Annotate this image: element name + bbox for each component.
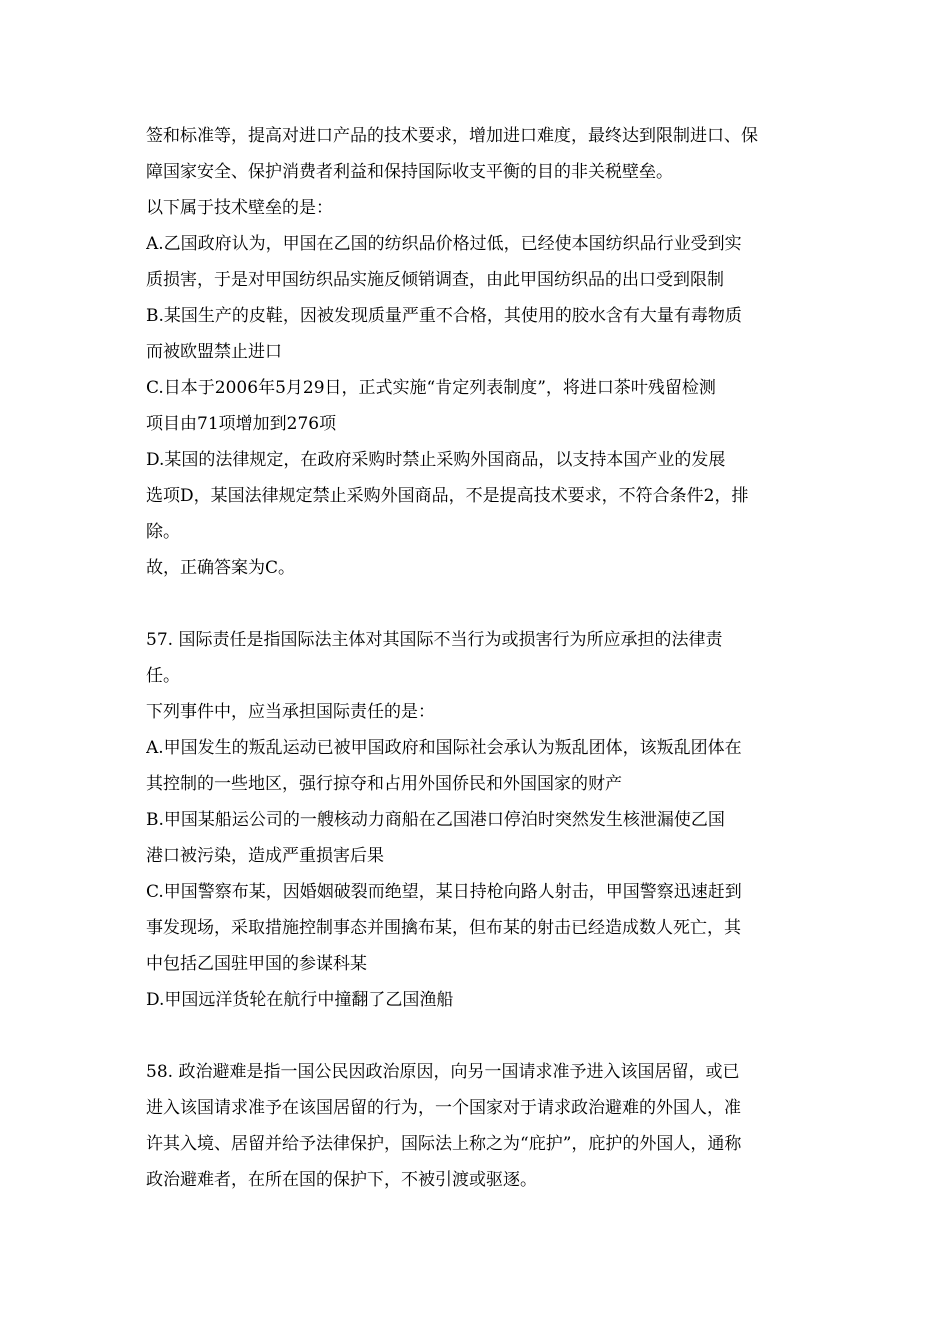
option-c: C.日本于2006年5月29日，正式实施“肯定列表制度”，将进口茶叶残留检测 [146, 378, 716, 398]
option-b-continued: 而被欧盟禁止进口 [146, 342, 282, 362]
option-b: B.某国生产的皮鞋，因被发现质量严重不合格，其使用的胶水含有大量有毒物质 [146, 306, 742, 326]
document-page [146, 118, 810, 1198]
option-c-continued: 中包括乙国驻甲国的参谋科某 [146, 954, 367, 974]
question-prompt: 下列事件中，应当承担国际责任的是： [146, 702, 435, 722]
option-a-continued: 质损害，于是对甲国纺织品实施反倾销调查，由此甲国纺织品的出口受到限制 [146, 270, 724, 290]
option-b: B.甲国某船运公司的一艘核动力商船在乙国港口停泊时突然发生核泄漏使乙国 [146, 810, 725, 830]
explanation-line: 选项D，某国法律规定禁止采购外国商品，不是提高技术要求，不符合条件2，排 [146, 486, 749, 506]
text-line: 障国家安全、保护消费者利益和保持国际收支平衡的目的非关税壁垒。 [146, 162, 673, 182]
paragraph-gap [146, 1018, 810, 1054]
question-definition: 57. 国际责任是指国际法主体对其国际不当行为或损害行为所应承担的法律责 [146, 630, 723, 650]
question-58 [146, 1054, 810, 1198]
question-definition-continued: 进入该国请求准予在该国居留的行为，一个国家对于请求政治避难的外国人，准 [146, 1098, 741, 1118]
question-57 [146, 622, 810, 1018]
question-prompt: 以下属于技术壁垒的是： [146, 198, 333, 218]
option-d: D.甲国远洋货轮在航行中撞翻了乙国渔船 [146, 990, 454, 1010]
question-definition-continued: 任。 [146, 666, 180, 686]
option-d: D.某国的法律规定，在政府采购时禁止采购外国商品，以支持本国产业的发展 [146, 450, 726, 470]
option-c-continued: 事发现场，采取措施控制事态并围擒布某，但布某的射击已经造成数人死亡，其 [146, 918, 741, 938]
option-a-continued: 其控制的一些地区，强行掠夺和占用外国侨民和外国国家的财产 [146, 774, 622, 794]
option-a: A.乙国政府认为，甲国在乙国的纺织品价格过低，已经使本国纺织品行业受到实 [146, 234, 742, 254]
option-c-continued: 项目由71项增加到276项 [146, 414, 337, 434]
option-b-continued: 港口被污染，造成严重损害后果 [146, 846, 384, 866]
option-c: C.甲国警察布某，因婚姻破裂而绝望，某日持枪向路人射击，甲国警察迅速赶到 [146, 882, 742, 902]
question-definition-continued: 许其入境、居留并给予法律保护，国际法上称之为“庇护”，庇护的外国人，通称 [146, 1134, 742, 1154]
question-definition-continued: 政治避难者，在所在国的保护下，不被引渡或驱逐。 [146, 1170, 537, 1190]
paragraph-gap [146, 586, 810, 622]
answer-line: 故，正确答案为C。 [146, 558, 296, 578]
explanation-line: 除。 [146, 522, 180, 542]
question-definition: 58. 政治避难是指一国公民因政治原因，向另一国请求准予进入该国居留，或已 [146, 1062, 740, 1082]
trade-barrier-section [146, 118, 810, 586]
text-line: 签和标准等，提高对进口产品的技术要求，增加进口难度，最终达到限制进口、保 [146, 126, 758, 146]
option-a: A.甲国发生的叛乱运动已被甲国政府和国际社会承认为叛乱团体，该叛乱团体在 [146, 738, 742, 758]
